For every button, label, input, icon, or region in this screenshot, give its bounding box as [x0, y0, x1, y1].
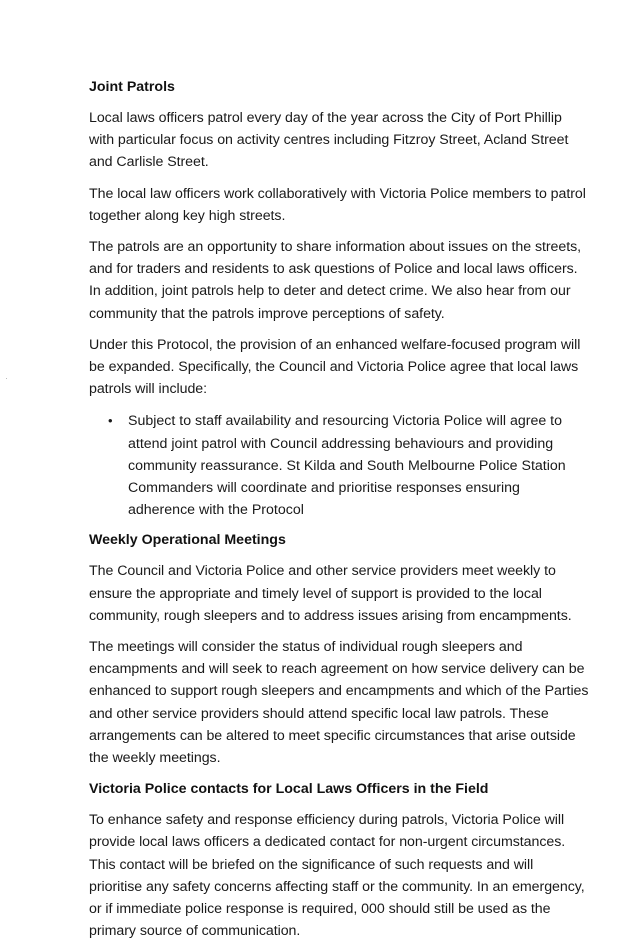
paragraph: Local laws officers patrol every day of the year across the City of Port Phillip with particular focus on activity centres including Fitzroy Street, Acland Street and Carlisle Street.	[89, 110, 569, 171]
section-joint-patrols	[89, 76, 589, 521]
section-heading: Weekly Operational Meetings	[89, 532, 286, 549]
list-item	[108, 410, 589, 521]
section-heading: Joint Patrols	[89, 79, 175, 95]
paragraph: The patrols are an opportunity to share information about issues on the streets, and for traders and residents to ask questions of Police and local laws officers. In addition, joint patrols help to deter and detect crime. We also hear from our community that the patrols improve perceptions of safety.	[89, 239, 582, 322]
paragraph: Under this Protocol, the provision of an enhanced welfare-focused program will be expanded. Specifically, the Council and Victoria Police agree that local laws patrols will include:	[89, 336, 581, 398]
list-item-text: Subject to staff availability and resourcing Victoria Police will agree to attend joint patrol with Council addressing behaviours and providing community reassurance. St Kilda and South Melbourne Police Station Commanders will coordinate and prioritise responses ensuring adherence with the Protocol	[128, 413, 566, 519]
paragraph: The local law officers work collaboratively with Victoria Police members to patrol together along key high streets.	[89, 185, 586, 224]
section-weekly-operational-meetings	[89, 529, 589, 769]
paragraph: The Council and Victoria Police and other service providers meet weekly to ensure the appropriate and timely level of support is provided to the local community, rough sleepers and to address issues arising from encampments.	[89, 563, 572, 624]
section-police-contacts	[89, 778, 589, 942]
document-page	[89, 76, 589, 952]
paragraph: To enhance safety and response efficiency during patrols, Victoria Police will provide local laws officers a dedicated contact for non-urgent circumstances. This contact will be briefed on the significance of such requests and will prioritise any safety concerns affecting staff or the community. In an emergency, or if immediate police response is required, 000 should still be used as the primary source of communication.	[89, 812, 585, 940]
scan-artifact	[6, 378, 7, 379]
paragraph: The meetings will consider the status of individual rough sleepers and encampments and will seek to reach agreement on how service delivery can be enhanced to support rough sleepers and encampments and which of the Parties and other service providers should attend specific local law patrols. These arrangements can be altered to meet specific circumstances that arise outside the weekly meetings.	[89, 639, 589, 767]
bullet-list	[89, 410, 589, 521]
bullet-icon: •	[108, 413, 113, 429]
section-heading: Victoria Police contacts for Local Laws Officers in the Field	[89, 781, 489, 798]
